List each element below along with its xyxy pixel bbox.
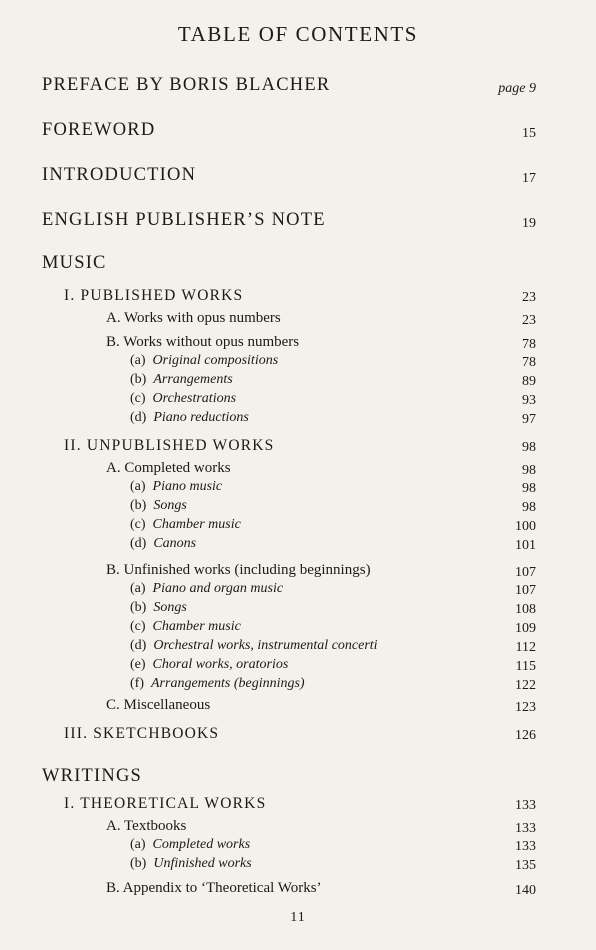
toc-entry-page: 23 [522,290,536,305]
toc-entry-title [64,437,275,455]
toc-entry-title [130,353,278,369]
toc-entry-page: 100 [515,519,536,534]
toc-entry [0,120,596,144]
toc-entry-label: I. THEORETICAL WORKS [64,795,267,812]
toc-entry-page: 93 [522,393,536,408]
toc-entry [0,410,596,434]
toc-entry-label: Piano and organ music [152,581,284,596]
toc-entry-page: 126 [515,728,536,743]
toc-entry-title [106,334,299,351]
toc-entry-label: Original compositions [152,353,279,368]
toc-entry [0,725,596,749]
toc-entry-page: 15 [522,126,536,141]
toc-entry-label: Completed works [152,837,251,852]
toc-entry-page: 122 [515,678,536,693]
toc-entry-label: Unfinished works [153,856,252,871]
toc-entry-title [106,310,281,327]
toc-entry [0,287,596,311]
toc-entry-page: 107 [515,583,536,598]
toc-entry-label: Choral works, oratorios [152,657,289,672]
toc-entry-label: FOREWORD [42,120,156,140]
toc-entry-marker: (e) [130,657,146,672]
toc-entry-label: Orchestral works, instrumental concerti [153,638,378,653]
toc-entry-label: B. Works without opus numbers [106,334,300,350]
toc-entry-title [42,165,196,186]
toc-entry-title [42,120,155,141]
toc-entry-marker: (b) [130,600,147,615]
toc-entry-page: 78 [522,337,536,352]
toc-entry-marker: (c) [130,619,146,634]
toc-entry-title [130,619,241,635]
toc-entry [0,75,596,99]
toc-entry-label: Arrangements [153,372,233,387]
toc-entry-page: 78 [522,355,536,370]
toc-entry-page: 133 [515,839,536,854]
toc-entry-page: 98 [522,463,536,478]
toc-entry-title [42,253,107,274]
toc-entry-page: 133 [515,798,536,813]
toc-entry [0,856,596,880]
toc-entry-title [130,498,187,514]
toc-entry-label: INTRODUCTION [42,165,197,185]
toc-entry-label: I. PUBLISHED WORKS [64,287,244,304]
toc-entry-title [130,581,283,597]
toc-entry-label: Songs [153,498,187,513]
toc-entry-label: Songs [153,600,187,615]
page-number: 11 [290,910,306,925]
toc-entry-title [130,479,222,495]
toc-entry-title [64,795,266,813]
toc-entry-label: WRITINGS [42,766,143,786]
toc-entry-marker: (c) [130,517,146,532]
toc-entry-page: 17 [522,171,536,186]
toc-entry-page: 98 [522,500,536,515]
toc-entry-title [130,410,249,426]
toc-entry [0,210,596,234]
toc-entry [0,766,596,790]
toc-entry-title [130,600,187,616]
toc-entry-title [42,766,142,787]
toc-entry-title [130,657,288,673]
toc-entry-page: 98 [522,440,536,455]
toc-entry-marker: (c) [130,391,146,406]
toc-entry-marker: (d) [130,410,147,425]
toc-entry-marker: (b) [130,856,147,871]
toc-entry-label: ENGLISH PUBLISHER’S NOTE [42,210,326,230]
toc-entry-page: 135 [515,858,536,873]
toc-entry-title [106,460,231,477]
toc-entry-label: Canons [153,536,197,551]
toc-entry-marker: (a) [130,479,146,494]
toc-entry-label: C. Miscellaneous [106,697,211,713]
toc-entry-label: Chamber music [152,619,241,634]
toc-entry-label: Piano reductions [153,410,249,425]
toc-entry-title [130,676,305,692]
toc-entry [0,253,596,277]
toc-entry-title [64,287,243,305]
toc-entry-label: III. SKETCHBOOKS [64,725,220,742]
toc-entry-page: 98 [522,481,536,496]
toc-entry [0,437,596,461]
toc-entry-marker: (a) [130,837,146,852]
toc-entry-page: 133 [515,821,536,836]
toc-entry-page: 19 [522,216,536,231]
toc-entry-label: PREFACE BY BORIS BLACHER [42,75,331,95]
toc-entry-title [42,210,326,231]
toc-entry-label: B. Appendix to ‘Theoretical Works’ [106,880,322,896]
toc-entry-title [42,75,330,96]
toc-entry-marker: (a) [130,581,146,596]
toc-entry-label: II. UNPUBLISHED WORKS [64,437,275,454]
toc-entry-page: 23 [522,313,536,328]
toc-entry-page: 109 [515,621,536,636]
toc-entry-title [130,638,378,654]
toc-entry-page: 107 [515,565,536,580]
toc-entry-title [106,697,210,714]
page-title: TABLE OF CONTENTS [177,22,419,46]
toc-entry-label: A. Works with opus numbers [106,310,281,326]
toc-entry-title [106,880,322,897]
toc-entry-label: A. Completed works [106,460,231,476]
toc-entry-label: Orchestrations [152,391,237,406]
toc-entry-marker: (f) [130,676,144,691]
toc-entry-title [106,562,371,579]
toc-entry [0,697,596,721]
toc-entry-page: 101 [515,538,536,553]
toc-entry-title [130,856,252,872]
toc-entry-page: page 9 [498,81,536,96]
toc-entry-title [106,818,186,835]
toc-entry [0,536,596,560]
toc-entry-label: Chamber music [152,517,241,532]
toc-entry-page: 140 [515,883,536,898]
toc-entry-label: Arrangements (beginnings) [151,676,305,691]
toc-entry-marker: (b) [130,498,147,513]
toc-entry-title [130,536,196,552]
toc-entry-title [130,391,236,407]
toc-entry-marker: (a) [130,353,146,368]
toc-entry-page: 97 [522,412,536,427]
toc-entry-label: MUSIC [42,253,107,273]
toc-entry-page: 115 [515,659,536,674]
toc-entry-page: 112 [515,640,536,655]
toc-entry-label: A. Textbooks [106,818,187,834]
toc-entry [0,880,596,904]
toc-entry-label: Piano music [152,479,223,494]
toc-entry-title [64,725,219,743]
toc-entry-label: B. Unfinished works (including beginnings) [106,562,371,578]
toc-entry-marker: (d) [130,638,147,653]
toc-entry-page: 123 [515,700,536,715]
toc-entry [0,165,596,189]
toc-entry-page: 108 [515,602,536,617]
toc-entry [0,310,596,334]
toc-entry-title [130,372,233,388]
toc-entry-title [130,517,241,533]
toc-entry-marker: (b) [130,372,147,387]
toc-entry-marker: (d) [130,536,147,551]
toc-entry-page: 89 [522,374,536,389]
toc-entry [0,795,596,819]
toc-entry-title [130,837,250,853]
